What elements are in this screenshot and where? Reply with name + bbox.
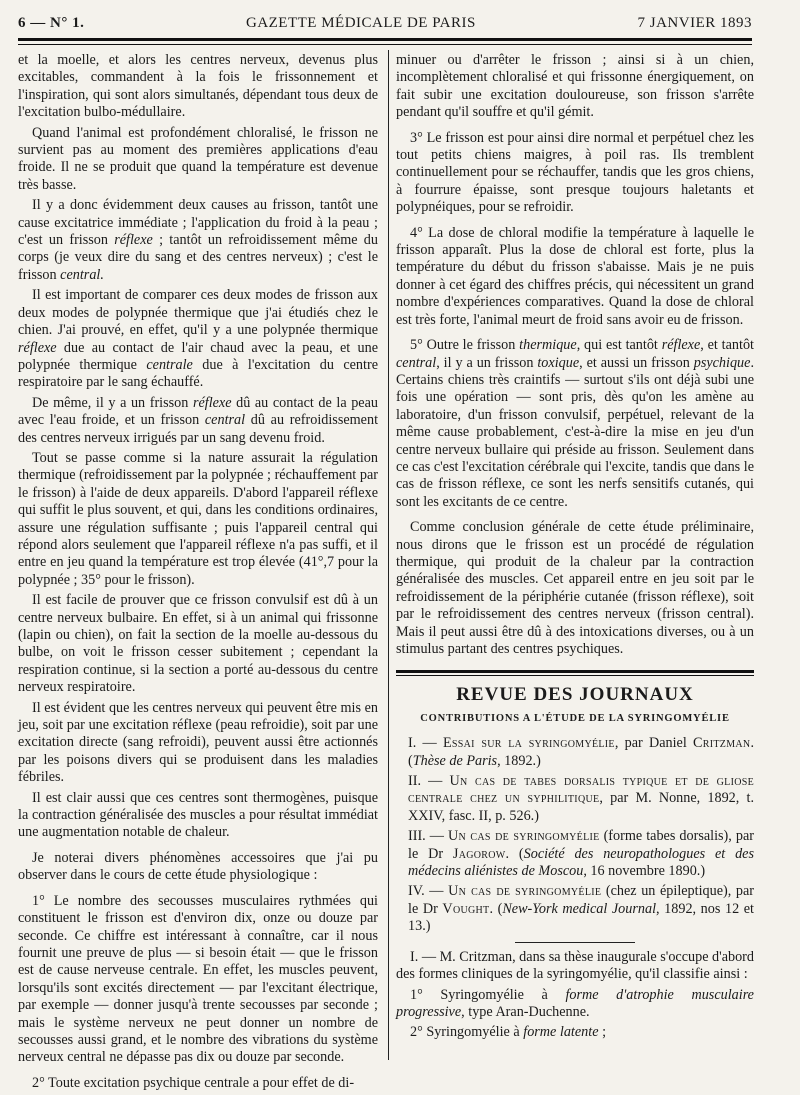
right-column [396, 52, 754, 1045]
column-divider [388, 50, 389, 1060]
paragraph: 4° La dose de chloral modifie la température à laquelle le frisson apparaît. Plus la dose de chloral est forte, plus la température du début du frisson s'abaisse. Mais je ne puis donner à cet égard des chiffres précis, qui nécessitent un grand nombre d'expériences comparatives. Quand la dose de chloral est très forte, l'animal meurt de froid sans avoir eu de frisson. [396, 224, 754, 328]
reference-item: I. — Essai sur la syringomyélie, par Daniel Critzman. (Thèse de Paris, 1892.) [408, 735, 754, 769]
paragraph: 3° Le frisson est pour ainsi dire normal et perpétuel chez les tout petits chiens maigres, à poil ras. Ils tremblent continuellement pour se réchauffer, tandis que les gros chiens, à fourrure épaisse, sont presque toujours haletants et polypnéiques, pour se refroidir. [396, 129, 754, 216]
reference-item: IV. — Un cas de syringomyélie (chez un épileptique), par le Dr Vought. (New-York medical Journal, 1892, nos 12 et 13.) [408, 883, 755, 935]
paragraph: De même, il y a un frisson réflexe dû au contact de la peau avec l'eau froide, et un frisson central dû au refroidissement des centres nerveux irrigués par un sang devenu froid. [18, 394, 379, 446]
issue-date: 7 JANVIER 1893 [637, 14, 752, 31]
section-title: REVUE DES JOURNAUX [456, 684, 694, 706]
page-number: 6 — N° 1. [18, 14, 85, 31]
paragraph: Quand l'animal est profondément chloralisé, le frisson ne survient pas au moment des premières applications d'eau froide. Il ne se produit que quand la température est devenue très basse. [18, 124, 378, 193]
paragraph: Il y a donc évidemment deux causes au frisson, tantôt une cause excitatrice immédiate ; l'application du froid à la peau ; c'est un frisson réflexe ; tantôt un refroidissement même du corps (je veux dire du sang et des centres nerveux) ; c'est le frisson central. [18, 197, 378, 283]
left-column [18, 52, 378, 1095]
paragraph: Je noterai divers phénomènes accessoires que j'ai pu observer dans le cours de cette étude physiologique : [18, 849, 378, 884]
journal-title: GAZETTE MÉDICALE DE PARIS [245, 14, 476, 31]
paragraph: Il est clair aussi que ces centres sont thermogènes, puisque la contraction généralisée des muscles a pour résultat immédiat une augmentation notable de chaleur. [18, 789, 378, 841]
reference-item: II. — Un cas de tabes dorsalis typique et de gliose centrale chez un syphilitique, par M. Nonne, 1892, t. XXIV, fasc. II, p. 526.) [408, 773, 755, 824]
reference-item: III. — Un cas de syringomyélie (forme tabes dorsalis), par le Dr Jagorow. (Société des neuropathologues et des médecins aliénistes de Moscou, 16 novembre 1890.) [408, 828, 754, 880]
paragraph: I. — M. Critzman, dans sa thèse inaugurale s'occupe d'abord des formes cliniques de la syringomyélie, qu'il classifie ainsi : [396, 948, 754, 983]
paragraph: 1° Le nombre des secousses musculaires rythmées qui constituent le frisson est d'environ dix, onze ou douze par seconde. Ce chiffre est intéressant à connaître, car il nous fournit une preuve de plus — si besoin était — que le frisson est de cause nerveuse centrale. En effet, les muscles peuvent, lorsqu'ils sont excités directement — par l'excitant électrique, par exemple — donner jusqu'à trente secousses par seconde ; mais le système nerveux ne peut donner un nombre de secousses aussi grand, et le nombre des vibrations du système nerveux central ne dépasse pas dix ou douze par seconde. [18, 892, 378, 1066]
paragraph: et la moelle, et alors les centres nerveux, devenus plus excitables, commandent à la fois le frissonnement et l'inspiration, qui sont alors simultanés, dépendant tous deux de l'excitation bulbo-médullaire. [18, 52, 378, 121]
paragraph: 5° Outre le frisson thermique, qui est tantôt réflexe, et tantôt central, il y a un frisson toxique, et aussi un frisson psychique. Certains chiens très craintifs — surtout s'ils ont déjà subi une fois une opération — sont pris, dès qu'on les amène au laboratoire, d'un frisson convulsif, perpétuel, relevant de la même cause probablement, c'est-à-dire la mise en jeu d'un centre nerveux bullaire qui préside au frisson. Seulement dans ce cas c'est l'excitation cérébrale qui l'excite, tandis que dans le cas de frisson réflexe, ce sont les nerfs sensitifs cutanés, qui sont les excitants de ce centre. [396, 337, 754, 510]
paragraph: Il est facile de prouver que ce frisson convulsif est dû à un centre nerveux bulbaire. En effet, si à un animal qui frissonne (lapin ou chien), on fait la section de la moelle au-dessous du bulbe, on voit le frisson cesser subitement ; cependant la respiration continue, si la section a porté au-dessous du centre nerveux respiratoire. [18, 592, 378, 696]
header-rule-thin [18, 44, 752, 45]
paragraph: Il est évident que les centres nerveux qui peuvent être mis en jeu, soit par une excitation réflexe (peau refroidie), soit par une excitation directe (sang refroidi), peuvent aussi être actionnés par les poisons divers qui se produisent dans les maladies fébriles. [18, 699, 378, 786]
page-header [18, 10, 752, 36]
short-divider [515, 942, 635, 943]
paragraph: 2° Syringomyélie à forme latente ; [410, 1024, 607, 1041]
section-separator [396, 670, 754, 676]
paragraph: Comme conclusion générale de cette étude préliminaire, nous dirons que le frisson est un procédé de régulation thermique, qui produit de la chaleur par la contraction généralisée des muscles. Cet appareil entre en jeu soit par le refroidissement de la périphérie cutanée (frisson réflexe), soit par le refroidissement des centres nerveux (frisson central). Mais il peut aussi être dû à des intoxications diverses, ou à un stimulus partant des centres psychiques. [396, 519, 754, 657]
paragraph: Tout se passe comme si la nature assurait la régulation thermique (refroidissement par la polypnée ; réchauffement par le frisson) à l'aide de deux appareils. D'abord l'appareil réflexe qui suffit le plus souvent, et qui, dans les conditions ordinaires, assure une régulation suffisante ; puis l'appareil central qui répond alors seulement que l'appareil réflexe n'a pas suffi, et il entre en jeu quand la température est trop élevée (41°,7 pour la polypnée ; 35° pour le frisson). [18, 449, 378, 588]
paragraph: minuer ou d'arrêter le frisson ; ainsi si à un chien, incomplètement chloralisé et qui frissonne énergiquement, on fait subir une excitation douloureuse, son frisson s'arrête pendant qu'il souffre et qu'il gémit. [396, 52, 754, 121]
paragraph: 2° Toute excitation psychique centrale a pour effet de di- [32, 1074, 355, 1091]
paragraph: Il est important de comparer ces deux modes de frisson aux deux modes de polypnée thermique que j'ai étudiés chez le chien. J'ai prouvé, en effet, qu'il y a une polypnée thermique réflexe due au contact de l'air chaud avec la peau, et une polypnée thermique centrale due à l'excitation du centre respiratoire par le sang échauffé. [18, 287, 378, 391]
header-rule-thick [18, 38, 752, 41]
paragraph: 1° Syringomyélie à forme d'atrophie musculaire progressive, type Aran-Duchenne. [396, 986, 754, 1020]
section-subtitle: CONTRIBUTIONS A L'ÉTUDE DE LA SYRINGOMYÉLIE [420, 712, 730, 724]
